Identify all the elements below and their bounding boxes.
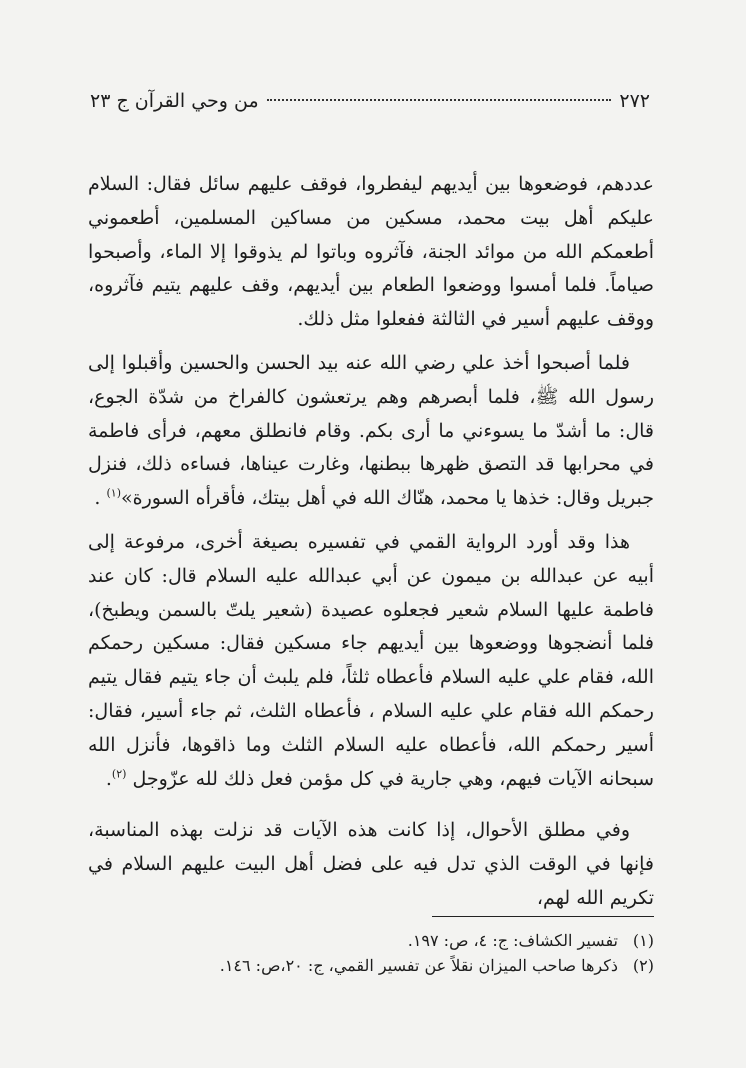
paragraph — [88, 814, 654, 915]
paragraph-text: فلما أصبحوا أخذ علي رضي الله عنه بيد الحسن والحسين وأقبلوا إلى رسول الله ﷺ، فلما أبصرهم وهم يرتعشون كالفراخ من شدّة الجوع، قال: ما أشدّ ما يسوءني ما أرى بكم. وقام فانطلق معهم، فرأى فاطمة في محرابها قد التصق ظهرها ببطنها، وغارت عيناها، فساءه ذلك، فنزل جبريل وقال: خذها يا محمد، هنّاك الله في أهل بيتك، فأقرأه السورة» — [88, 351, 654, 510]
footnote-separator — [432, 916, 654, 917]
footnote-marker: (١) — [106, 486, 122, 500]
paragraph — [88, 168, 654, 337]
paragraph-text: عددهم، فوضعوها بين أيديهم ليفطروا، فوقف عليهم سائل فقال: السلام عليكم أهل بيت محمد، مسكين من مساكين المسلمين، أطعموني أطعمكم الله من موائد الجنة، فآثروه وباتوا لم يذوقوا إلا الماء، وأصبحوا صياماً. فلما أمسوا ووضعوا الطعام بين أيديهم، وقف عليهم يتيم فآثروه، ووقف عليهم أسير في الثالثة ففعلوا مثل ذلك. — [88, 173, 654, 331]
footnote-text: تفسير الكشاف: ج: ٤، ص: ١٩٧. — [407, 931, 618, 950]
footnote-number: (٢) — [632, 956, 654, 975]
footnote — [94, 928, 654, 953]
paragraph: هذا وقد أورد الرواية القمي في تفسيره بصيغة أخرى، مرفوعة إلى أبيه عن عبدالله بن ميمون عن أبي عبدالله عليه السلام قال: كان عند فاطمة عليها السلام شعير فجعلوه عصيدة (شعير يلتّ بالسمن ويطبخ)، فلما أنضجوها ووضعوها بين أيديهم جاء مسكين فقال: مسكين رحمكم الله، فقام علي عليه السلام فأعطاه ثلثاً، فلم يلبث أن جاء يتيم فقال يتيم رحمكم الله فقام علي عليه السلام ، فأعطاه الثلث، ثم جاء أسير، فقال: أسير رحمكم الله، فأعطاه عليه السلام الثلث وما ذاقوها، فأنزل الله سبحانه الآيات فيهم، وهي جارية في كل مؤمن فعل ذلك لله عزّوجل $^{(٢)}$. — [88, 530, 654, 790]
footnote-number: (١) — [632, 931, 654, 950]
paragraph-text: هذا وقد أورد الرواية القمي في تفسيره بصيغة أخرى، مرفوعة إلى أبيه عن عبدالله بن ميمون عن أبي عبدالله عليه السلام قال: كان عند فاطمة عليها السلام شعير فجعلوه عصيدة (شعير يلتّ بالسمن ويطبخ)، فلما أنضجوها ووضعوها بين أيديهم جاء مسكين فقال: مسكين رحمكم الله، فقام علي عليه السلام فأعطاه ثلثاً، فلم يلبث أن جاء يتيم فقال يتيم رحمكم الله فقام علي عليه السلام ، فأعطاه الثلث، ثم جاء أسير، فقال: أسير رحمكم الله، فأعطاه عليه السلام الثلث وما ذاقوها، فأنزل الله سبحانه الآيات فيهم، وهي جارية في كل مؤمن فعل ذلك لله عزّوجل — [88, 530, 654, 790]
main-text — [88, 168, 654, 926]
paragraph-text: وفي مطلق الأحوال، إذا كانت هذه الآيات قد نزلت بهذه المناسبة، فإنها في الوقت الذي تدل فيه على فضل أهل البيت عليهم السلام في تكريم الله لهم، — [88, 819, 654, 909]
header-leader-dots — [267, 99, 612, 101]
footnote-marker: (٢) — [111, 767, 127, 781]
paragraph: فلما أصبحوا أخذ علي رضي الله عنه بيد الحسن والحسين وأقبلوا إلى رسول الله ﷺ، فلما أبصرهم وهم يرتعشون كالفراخ من شدّة الجوع، قال: ما أشدّ ما يسوءني ما أرى بكم. وقام فانطلق معهم، فرأى فاطمة في محرابها قد التصق ظهرها ببطنها، وغارت عيناها، فساءه ذلك، فنزل جبريل وقال: خذها يا محمد، هنّاك الله في أهل بيتك، فأقرأه السورة»$^{(١)}$ . — [88, 351, 654, 510]
running-header — [90, 90, 650, 126]
footnote — [94, 953, 654, 978]
footnote-text: ذكرها صاحب الميزان نقلاً عن تفسير القمي، ج: ٢٠،ص: ١٤٦. — [219, 956, 618, 975]
running-title: من وحي القرآن ج ٢٣ — [90, 90, 259, 112]
page-number: ٢٧٢ — [619, 90, 650, 112]
footnotes — [94, 928, 654, 978]
